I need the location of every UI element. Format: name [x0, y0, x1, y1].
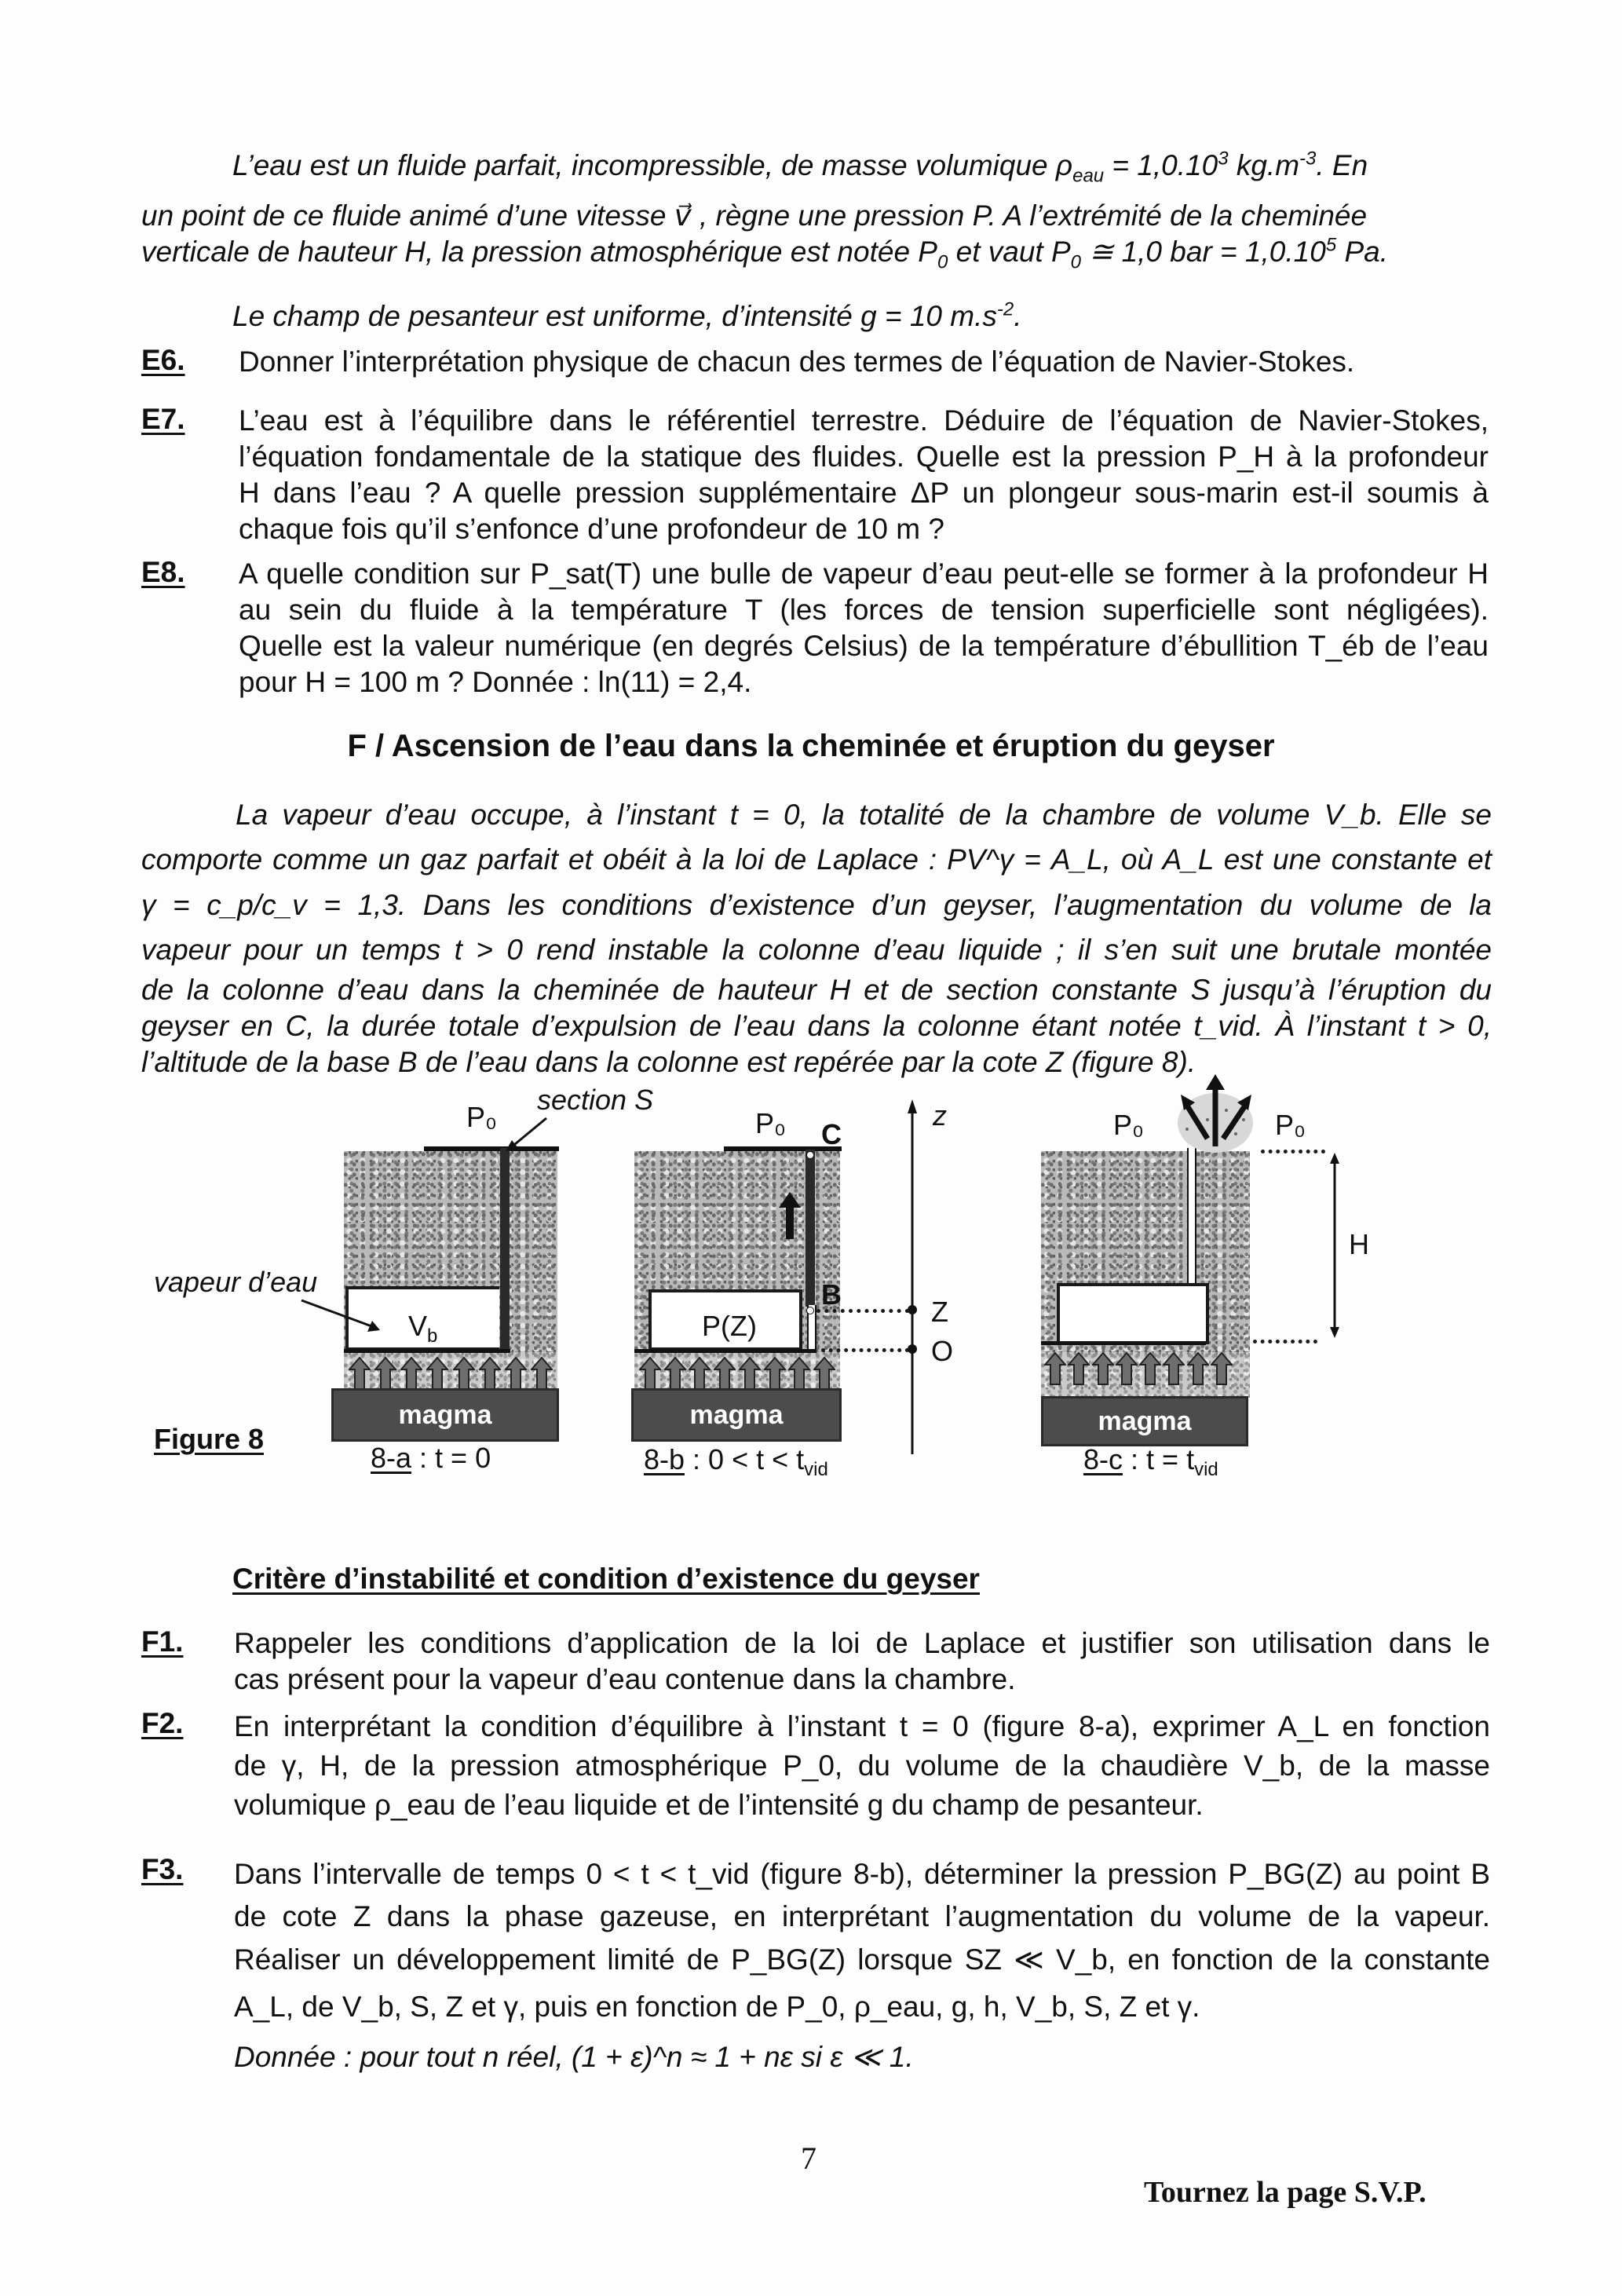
chamber-floor-b	[634, 1349, 816, 1353]
section-f-title: F / Ascension de l’eau dans la cheminée et éruption du geyser	[347, 729, 1275, 763]
section-f-intro	[141, 793, 1492, 1080]
z-axis-label: z	[933, 1099, 947, 1132]
question-label-e8: E8.	[141, 556, 185, 588]
section-arrow-icon	[502, 1115, 550, 1154]
heat-up-arrow-icon	[505, 1357, 527, 1390]
z-value-label: Z	[931, 1296, 948, 1328]
question-f2-body	[234, 1707, 1490, 1825]
heat-up-arrow-icon	[639, 1357, 661, 1390]
z-axis-arrow-icon	[904, 1099, 920, 1461]
rise-arrow-icon	[779, 1192, 801, 1241]
heat-up-arrow-icon	[714, 1357, 736, 1390]
section-f-intro-line: La vapeur d’eau occupe, à l’instant t = 0, la totalité de la chambre de volume V_b. Elle se	[236, 799, 1492, 831]
heat-up-arrow-icon	[374, 1357, 396, 1390]
magma-block-b: magma	[631, 1388, 842, 1442]
heat-up-arrow-icon	[479, 1357, 501, 1390]
heat-arrows-a	[349, 1357, 553, 1390]
section-f-intro-line: l’altitude de la base B de l’eau dans la colonne est repérée par la cote Z (figure 8).	[141, 1046, 1196, 1078]
question-e7-line: H dans l’eau ? A quelle pression supplémentaire ΔP un plongeur sous-marin est-il soumis à	[239, 477, 1489, 509]
panel-b-caption: 8-b : $0 < t < t_{vid}$	[644, 1443, 828, 1481]
height-dimension-arrow-icon	[1327, 1153, 1343, 1338]
subheading-instability: Critère d’instabilité et condition d’existence du geyser	[232, 1563, 980, 1595]
heat-up-arrow-icon	[664, 1357, 686, 1390]
question-f1-body	[234, 1625, 1490, 1698]
point-b-label: B	[821, 1278, 842, 1311]
magma-block-c: magma	[1041, 1396, 1248, 1446]
point-c-dot	[806, 1151, 814, 1159]
question-label-e6: E6.	[141, 344, 185, 376]
question-e7-line: L’eau est à l’équilibre dans le référentiel terrestre. Déduire de l’équation de Navier-Stokes,	[239, 404, 1489, 437]
heat-up-arrow-icon	[689, 1357, 711, 1390]
question-e8-line: A quelle condition sur P_sat(T) une bulle de vapeur d’eau peut-elle se former à la profondeur H	[239, 558, 1489, 590]
question-f3-body	[234, 1853, 1490, 2082]
heat-up-arrow-icon	[1044, 1352, 1066, 1385]
heat-up-arrow-icon	[400, 1357, 422, 1390]
p0-label-c-right: P₀	[1275, 1109, 1306, 1141]
turn-page-note: Tournez la page S.V.P.	[1144, 2176, 1427, 2209]
section-f-intro-line: comporte comme un gaz parfait et obéit à la loi de Laplace : PV^γ = A_L, où A_L est une constante et	[141, 843, 1492, 876]
heat-up-arrow-icon	[1187, 1352, 1209, 1385]
question-label-e7: E7.	[141, 403, 185, 435]
volume-label-a: $V_b$	[408, 1310, 438, 1347]
p0-label-b: P₀	[755, 1107, 786, 1139]
heat-up-arrow-icon	[1092, 1352, 1114, 1385]
heat-up-arrow-icon	[739, 1357, 761, 1390]
heat-up-arrow-icon	[1068, 1352, 1090, 1385]
question-e7-body	[239, 403, 1489, 547]
z-level-dotted-line	[816, 1309, 909, 1313]
heat-up-arrow-icon	[1163, 1352, 1185, 1385]
question-f3-line: Réaliser un développement limité de P_BG(Z) lorsque SZ ≪ V_b, en fonction de la constante	[234, 1943, 1490, 1976]
section-s-label: section S	[537, 1084, 654, 1116]
point-c-label: C	[821, 1118, 842, 1150]
point-b-dot	[806, 1307, 814, 1314]
question-e7-line: chaque fois qu’il s’enfonce d’une profondeur de 10 m ?	[239, 513, 944, 545]
chimney-a	[500, 1148, 510, 1351]
vapeur-arrow-icon	[298, 1297, 385, 1336]
bottom-level-dotted-line	[1253, 1340, 1317, 1344]
vapeur-label: vapeur d’eau	[154, 1266, 318, 1298]
question-e8-line: au sein du fluide à la température T (les forces de tension superficielle sont négligées).	[239, 594, 1489, 626]
question-f2-line: volumique ρ_eau de l’eau liquide et de l’intensité g du champ de pesanteur.	[234, 1789, 1204, 1821]
question-e8-body	[239, 556, 1489, 700]
intro-line-4: Le champ de pesanteur est uniforme, d’intensité g = 10 $m.s^{-2}$.	[232, 298, 1022, 332]
panel-c-caption: 8-c : $t = t_{vid}$	[1083, 1443, 1218, 1481]
section-f-intro-line: geyser en C, la durée totale d’expulsion de l’eau dans la colonne étant notée t_vid. À l’instant t > 0,	[141, 1010, 1492, 1042]
intro-line-1: L’eau est un fluide parfait, incompressible, de masse volumique $\rho_{eau} = 1,0.10^3$ $kg.m^{-3}$. En	[232, 148, 1368, 187]
o-level-dotted-line	[821, 1348, 909, 1352]
heat-up-arrow-icon	[1116, 1352, 1138, 1385]
question-f1-line: cas présent pour la vapeur d’eau contenue dans la chambre.	[234, 1663, 1016, 1695]
chamber-c	[1057, 1283, 1209, 1344]
top-level-dotted-line	[1261, 1150, 1325, 1153]
question-e7-line: l’équation fondamentale de la statique des fluides. Quelle est la pression P_H à la profondeur	[239, 441, 1489, 473]
chamber-floor-c	[1041, 1341, 1206, 1345]
section-f-intro-line: vapeur pour un temps t > 0 rend instable la colonne d’eau liquide ; il s’en suit une brutale montée	[141, 934, 1492, 966]
magma-block-a: magma	[331, 1388, 559, 1442]
heat-up-arrow-icon	[426, 1357, 448, 1390]
figure-caption: Figure 8	[154, 1423, 265, 1455]
question-e6-line: Donner l’interprétation physique de chacun des termes de l’équation de Navier-Stokes.	[239, 345, 1355, 378]
question-label-f2: F2.	[141, 1707, 184, 1739]
heat-up-arrow-icon	[453, 1357, 475, 1390]
origin-label: O	[931, 1335, 954, 1367]
height-label: H	[1349, 1228, 1369, 1260]
question-f1-line: Rappeler les conditions d’application de la loi de Laplace et justifier son utilisation dans le	[234, 1627, 1490, 1659]
heat-arrows-b	[639, 1357, 835, 1390]
eruption-icon	[1176, 1074, 1262, 1153]
heat-up-arrow-icon	[349, 1357, 371, 1390]
chamber-floor-a	[344, 1349, 510, 1353]
chimney-water-b	[806, 1150, 815, 1307]
question-f2-line: En interprétant la condition d’équilibre à l’instant t = 0 (figure 8-a), exprimer A_L en fonction	[234, 1710, 1490, 1742]
heat-up-arrow-icon	[813, 1357, 835, 1390]
heat-up-arrow-icon	[531, 1357, 553, 1390]
heat-up-arrow-icon	[1211, 1352, 1233, 1385]
question-f3-line: de cote Z dans la phase gazeuse, en interprétant l’augmentation du volume de la vapeur.	[234, 1900, 1490, 1932]
p0-label-a: P₀	[466, 1101, 497, 1133]
question-f3-line: Dans l’intervalle de temps 0 < t < t_vid (figure 8-b), déterminer la pression P_BG(Z) au point B	[234, 1858, 1490, 1890]
question-label-f3: F3.	[141, 1853, 184, 1885]
p0-label-c-left: P₀	[1113, 1109, 1144, 1141]
intro-line-2: un point de ce fluide animé d’une vitesse v⃗ , règne une pression P. A l’extrémité de la cheminée	[141, 199, 1368, 232]
section-f-intro-line: de la colonne d’eau dans la cheminée de hauteur H et de section constante S jusqu’à l’éruption du	[141, 974, 1492, 1006]
question-f3-given: Donnée : pour tout n réel, (1 + ε)^n ≈ 1 + nε si ε ≪ 1.	[234, 2041, 914, 2073]
heat-up-arrow-icon	[1139, 1352, 1161, 1385]
intro-line-3: verticale de hauteur H, la pression atmosphérique est notée $P_0$ et vaut $P_0$ ≅ 1,0 bar = $1,0.10^5$ Pa.	[141, 234, 1388, 273]
heat-up-arrow-icon	[788, 1357, 810, 1390]
question-e8-line: pour H = 100 m ? Donnée : ln(11) = 2,4.	[239, 666, 752, 698]
pressure-label-b: P(Z)	[702, 1310, 757, 1342]
panel-a-caption: 8-a : t = 0	[371, 1442, 491, 1474]
heat-up-arrow-icon	[764, 1357, 786, 1390]
question-f3-line: A_L, de V_b, S, Z et γ, puis en fonction de P_0, ρ_eau, g, h, V_b, S, Z et γ.	[234, 1991, 1200, 2023]
page-number: 7	[801, 2141, 816, 2176]
question-f2-line: de γ, H, de la pression atmosphérique P_0, du volume de la chaudière V_b, de la masse	[234, 1749, 1490, 1782]
question-label-f1: F1.	[141, 1625, 184, 1658]
section-f-intro-line: γ = c_p/c_v = 1,3. Dans les conditions d’existence d’un geyser, l’augmentation du volume de la	[141, 889, 1492, 921]
question-e8-line: Quelle est la valeur numérique (en degrés Celsius) de la température d’ébullition T_éb de l’eau	[239, 630, 1489, 662]
heat-arrows-c	[1044, 1352, 1233, 1385]
